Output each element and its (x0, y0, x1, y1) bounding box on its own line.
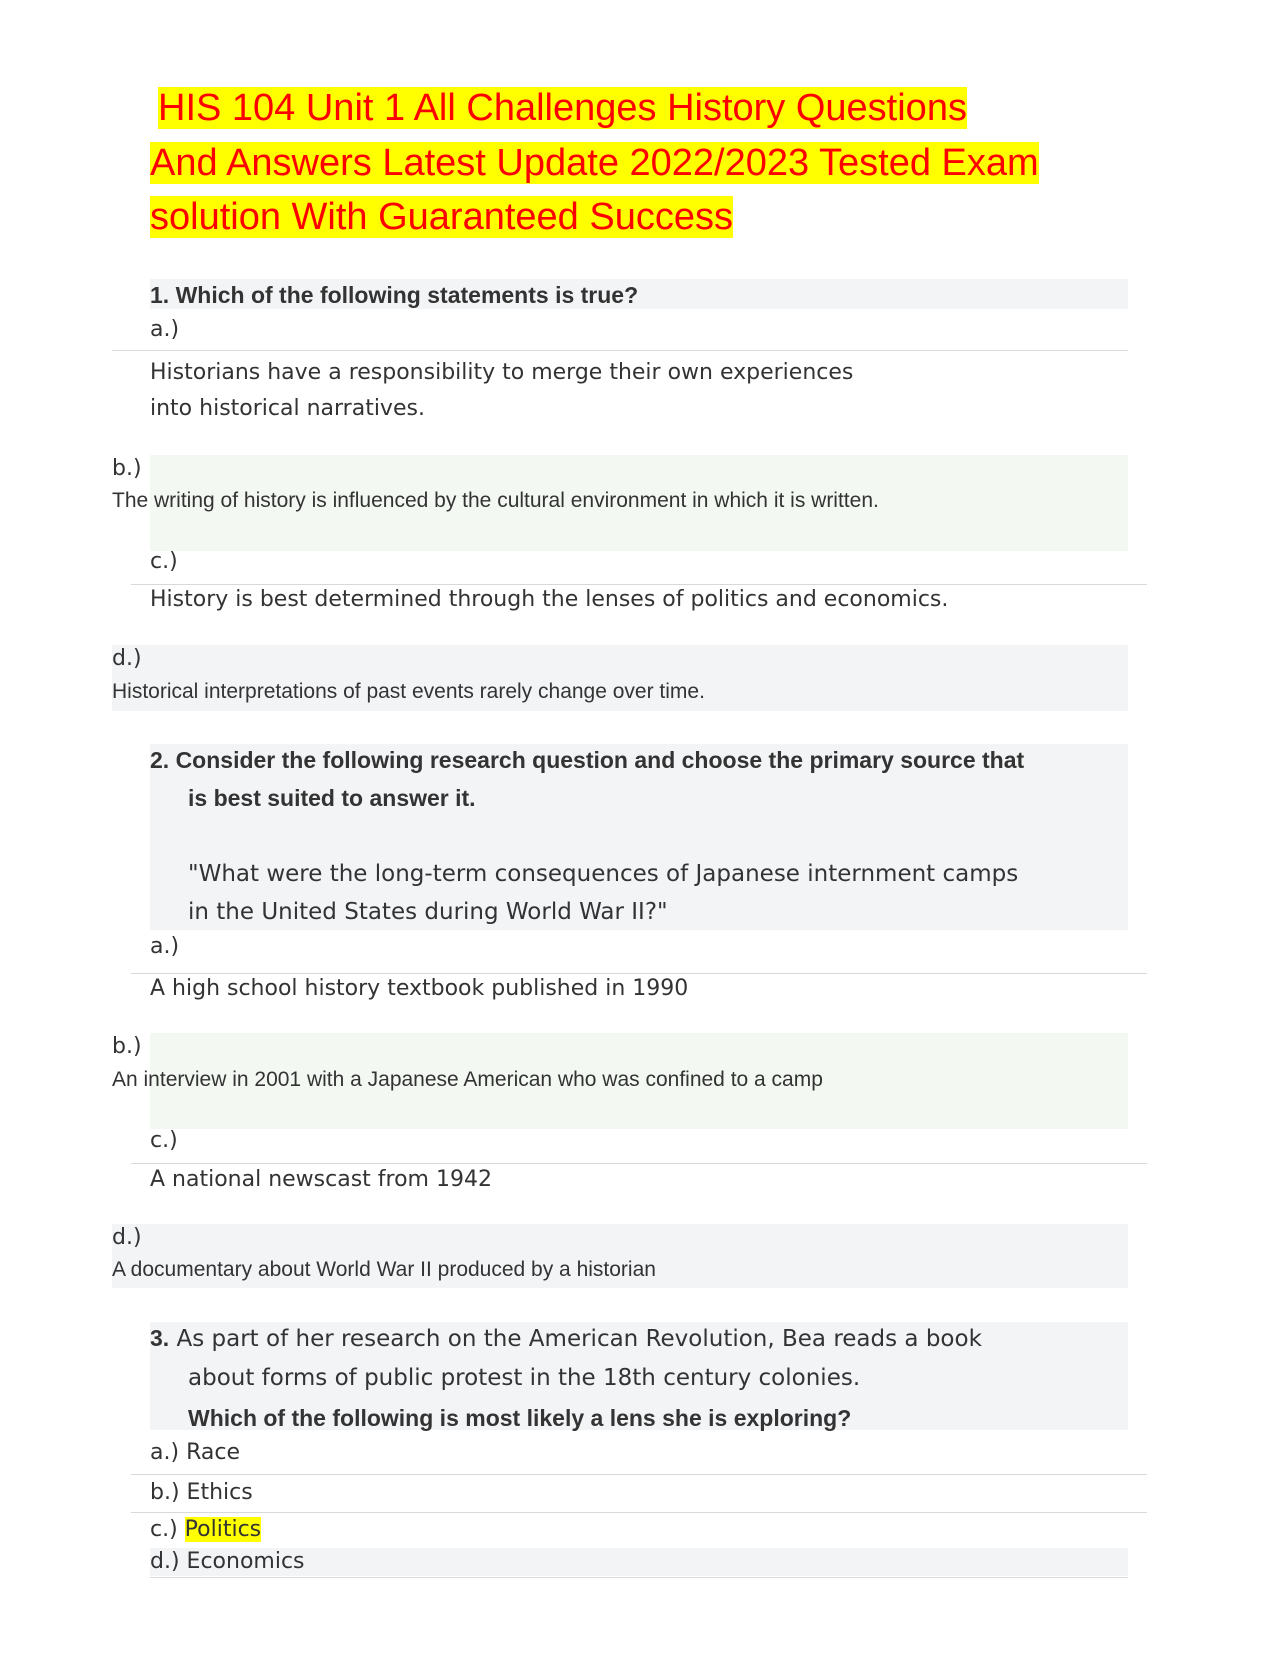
q1-option-b-text: The writing of history is influenced by the cultural environment in which it is written. (112, 489, 879, 512)
divider (131, 1512, 1147, 1513)
question-2-text-line-1: 2. Consider the following research question and choose the primary source that (150, 747, 1025, 773)
q3-option-c-label: c.) (150, 1517, 178, 1542)
question-3-text-line-1 (150, 1325, 982, 1352)
q1-option-c-text: History is best determined through the lenses of politics and economics. (150, 587, 949, 612)
divider (131, 1474, 1147, 1475)
q3-option-c-text-highlighted: Politics (184, 1517, 262, 1542)
q1-option-d-label: d.) (112, 646, 142, 671)
divider (131, 1163, 1147, 1164)
divider (150, 1577, 1128, 1578)
q1-option-c-label: c.) (150, 549, 178, 574)
q2-option-b-text: An interview in 2001 with a Japanese American who was confined to a camp (112, 1068, 823, 1091)
divider (131, 973, 1147, 974)
q3-option-d (150, 1549, 305, 1574)
title-line-1: HIS 104 Unit 1 All Challenges History Questions (158, 87, 967, 129)
q1-option-a-text-line-1: Historians have a responsibility to merge their own experiences (150, 360, 854, 385)
divider (112, 350, 1128, 351)
question-2-text-line-2: is best suited to answer it. (188, 785, 476, 811)
question-3-number: 3. (150, 1325, 170, 1351)
q1-option-d-text: Historical interpretations of past events rarely change over time. (112, 680, 705, 703)
q1-option-b-label: b.) (112, 456, 142, 481)
q3-option-a-label: a.) (150, 1440, 180, 1465)
q2-option-a-label: a.) (150, 934, 180, 959)
title-line-2: And Answers Latest Update 2022/2023 Tested Exam (150, 142, 1039, 184)
q2-option-c-text: A national newscast from 1942 (150, 1167, 492, 1192)
question-3-text-line-2: about forms of public protest in the 18th century colonies. (188, 1365, 861, 1391)
question-2-quote-line-1: "What were the long-term consequences of Japanese internment camps (188, 861, 1019, 887)
divider (131, 584, 1147, 585)
q3-option-d-text: Economics (186, 1549, 305, 1574)
q3-option-c (150, 1517, 261, 1542)
q3-option-b-text: Ethics (186, 1480, 253, 1505)
question-2-quote-line-2: in the United States during World War II?" (188, 899, 668, 925)
q3-option-a (150, 1440, 240, 1465)
question-3-text-line-1-content: As part of her research on the American Revolution, Bea reads a book (169, 1326, 982, 1352)
q2-option-a-text: A high school history textbook published in 1990 (150, 976, 689, 1001)
q1-option-a-text-line-2: into historical narratives. (150, 396, 425, 421)
q2-option-d-text: A documentary about World War II produced by a historian (112, 1258, 656, 1281)
q3-option-b-label: b.) (150, 1480, 180, 1505)
q2-option-b-label: b.) (112, 1034, 142, 1059)
q3-option-b (150, 1480, 253, 1505)
question-3-prompt: Which of the following is most likely a lens she is exploring? (188, 1405, 852, 1431)
q3-option-a-text: Race (186, 1440, 240, 1465)
title-line-3: solution With Guaranteed Success (150, 196, 733, 238)
q1-option-a-label: a.) (150, 317, 180, 342)
q2-option-d-label: d.) (112, 1225, 142, 1250)
q3-option-d-label: d.) (150, 1549, 180, 1574)
question-1-text: 1. Which of the following statements is true? (150, 282, 639, 308)
q2-option-c-label: c.) (150, 1128, 178, 1153)
